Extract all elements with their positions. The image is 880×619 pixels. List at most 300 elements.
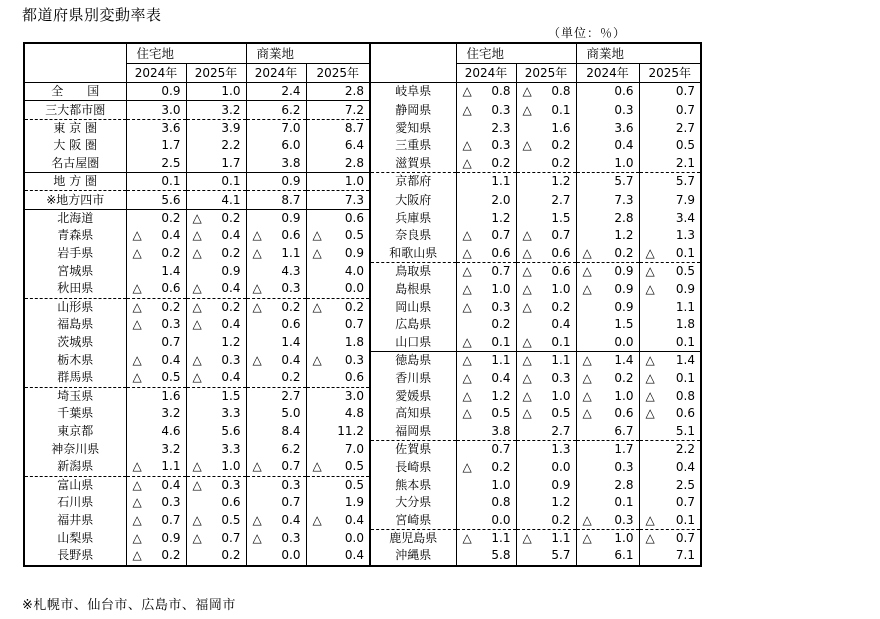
value-cell: △ 0.6 [456, 245, 516, 263]
value-cell: △ 0.6 [516, 262, 576, 280]
region-name: 静岡県 [370, 101, 456, 119]
value-cell: 2.3 [456, 119, 516, 137]
value-cell: 1.0 [456, 476, 516, 494]
unit-label: （単位：％） [548, 26, 627, 40]
value-cell: 0.1 [576, 494, 639, 511]
region-name: 群馬県 [24, 369, 126, 387]
value-cell: 0.2 [246, 369, 306, 387]
value-cell: 2.8 [576, 209, 639, 227]
value-cell: 0.0 [306, 280, 370, 298]
value-cell: 7.3 [576, 191, 639, 209]
value-cell: △ 1.0 [456, 280, 516, 298]
value-cell: 2.8 [576, 476, 639, 494]
table-row [24, 227, 701, 244]
table-row [24, 405, 701, 422]
value-cell: 0.7 [456, 440, 516, 458]
value-cell: 0.6 [576, 83, 639, 101]
value-cell: △ 0.9 [645, 281, 695, 296]
table-row [24, 458, 701, 476]
value-cell: 0.0 [306, 529, 370, 547]
region-name: 和歌山県 [370, 245, 456, 263]
value-cell: 3.6 [576, 119, 639, 137]
value-cell: △ 1.1 [246, 245, 306, 263]
header-year-2025: 2025年 [306, 64, 370, 83]
region-name: 富山県 [24, 476, 126, 494]
value-cell: △ 0.2 [516, 137, 576, 154]
region-name: 福井県 [24, 511, 126, 529]
value-cell: △ 0.3 [516, 369, 576, 387]
table-row [24, 172, 701, 190]
value-cell: 0.2 [516, 511, 576, 529]
value-cell: 0.1 [126, 172, 186, 190]
value-cell: 0.7 [306, 316, 370, 333]
value-cell: 2.8 [306, 155, 370, 173]
region-name: 栃木県 [24, 351, 126, 369]
region-name: 秋田県 [24, 280, 126, 298]
region-name: 広島県 [370, 316, 456, 333]
region-name: 愛知県 [370, 119, 456, 137]
value-cell: 2.8 [306, 83, 370, 101]
value-cell: △ 1.4 [576, 351, 639, 369]
value-cell: 3.6 [126, 119, 186, 137]
region-name: 三大都市圏 [24, 101, 126, 119]
value-cell: 3.2 [126, 405, 186, 422]
value-cell: 1.7 [126, 137, 186, 154]
region-name: 沖縄県 [370, 547, 456, 565]
table-row [24, 119, 701, 137]
value-cell: 0.4 [675, 459, 695, 474]
table-row [24, 298, 701, 316]
value-cell: 0.4 [306, 547, 370, 565]
change-rate-table [23, 42, 702, 567]
value-cell: △ 0.4 [246, 351, 306, 369]
region-name: 東京都 [24, 422, 126, 440]
region-name: 奈良県 [370, 227, 456, 244]
value-cell: △ 0.7 [186, 529, 246, 547]
value-cell: 1.3 [675, 228, 695, 243]
value-cell: 3.2 [186, 101, 246, 119]
region-name: 山梨県 [24, 529, 126, 547]
value-cell: 1.2 [516, 494, 576, 511]
value-cell: △ 0.4 [186, 280, 246, 298]
region-name: ※地方四市 [24, 191, 126, 209]
region-name: 千葉県 [24, 405, 126, 422]
value-cell: 2.1 [639, 155, 701, 173]
value-cell: 5.7 [576, 172, 639, 190]
value-cell: △ 0.3 [456, 137, 516, 154]
value-cell: 1.8 [675, 317, 695, 332]
region-name: 福岡県 [370, 422, 456, 440]
value-cell: 1.3 [516, 440, 576, 458]
header-commercial-right: 商業地 [576, 43, 701, 64]
value-cell: 3.4 [675, 210, 695, 225]
header-year-blank-right [370, 64, 456, 83]
table-row [24, 209, 701, 227]
region-name: 島根県 [370, 280, 456, 298]
value-cell: 7.0 [306, 440, 370, 458]
value-cell: △ 0.3 [126, 316, 186, 333]
value-cell: 6.7 [576, 422, 639, 440]
value-cell: 0.7 [126, 333, 186, 351]
value-cell: 6.2 [246, 101, 306, 119]
value-cell: 4.1 [186, 191, 246, 209]
value-cell: 8.7 [246, 191, 306, 209]
value-cell: 6.4 [306, 137, 370, 154]
region-name: 宮城県 [24, 262, 126, 280]
region-name: 岐阜県 [370, 83, 456, 101]
value-cell: 7.3 [306, 191, 370, 209]
value-cell: 1.0 [576, 155, 639, 173]
region-name: 全 国 [24, 83, 126, 101]
value-cell: 4.3 [246, 262, 306, 280]
value-cell: △ 0.3 [456, 298, 516, 316]
region-name: 東 京 圏 [24, 119, 126, 137]
header-row-years [24, 64, 701, 83]
value-cell: 5.7 [516, 547, 576, 565]
value-cell: △ 0.9 [126, 529, 186, 547]
region-name: 大分県 [370, 494, 456, 511]
region-name: 長野県 [24, 547, 126, 565]
value-cell: 0.9 [186, 262, 246, 280]
value-cell: 3.2 [126, 440, 186, 458]
value-cell: 11.2 [306, 422, 370, 440]
value-cell: △ 0.6 [645, 406, 695, 421]
region-name: 鹿児島県 [370, 529, 456, 547]
value-cell: 1.5 [576, 316, 639, 333]
header-year-blank-left [24, 64, 126, 83]
table-row [24, 387, 701, 405]
value-cell: △ 0.5 [306, 458, 370, 476]
value-cell: △ 0.2 [186, 298, 246, 316]
region-name: 香川県 [370, 369, 456, 387]
table-row [24, 101, 701, 119]
value-cell: △ 0.1 [516, 101, 576, 119]
header-year-2024: 2024年 [246, 64, 306, 83]
value-cell: 1.9 [306, 494, 370, 511]
value-cell: 1.2 [186, 333, 246, 351]
region-name: 大 阪 圏 [24, 137, 126, 154]
value-cell: 5.6 [126, 191, 186, 209]
value-cell: 5.7 [675, 174, 695, 189]
table-row [24, 511, 701, 529]
header-residential-left: 住宅地 [126, 43, 246, 64]
value-cell: △ 0.7 [516, 227, 576, 244]
value-cell: △ 0.2 [126, 245, 186, 263]
table-row [24, 245, 701, 263]
value-cell: 1.1 [675, 299, 695, 314]
value-cell: 1.1 [456, 172, 516, 190]
value-cell: 8.7 [306, 119, 370, 137]
value-cell: △ 0.2 [456, 458, 516, 476]
value-cell: 0.6 [306, 369, 370, 387]
value-cell: 3.8 [246, 155, 306, 173]
table-row [24, 191, 701, 209]
value-cell: 3.9 [186, 119, 246, 137]
value-cell: △ 1.1 [516, 529, 576, 547]
value-cell: △ 0.1 [639, 511, 701, 529]
value-cell: 2.2 [186, 137, 246, 154]
value-cell: 1.2 [576, 227, 639, 244]
value-cell: △ 0.5 [516, 405, 576, 422]
value-cell: 0.0 [576, 333, 639, 351]
value-cell: 0.2 [456, 316, 516, 333]
header-commercial-left: 商業地 [246, 43, 370, 64]
value-cell: 6.2 [246, 440, 306, 458]
value-cell: △ 0.5 [456, 405, 516, 422]
value-cell: 7.2 [306, 101, 370, 119]
region-name: 山形県 [24, 298, 126, 316]
value-cell: 1.6 [516, 119, 576, 137]
value-cell: 0.0 [516, 458, 576, 476]
value-cell: △ 1.1 [456, 351, 516, 369]
region-name: 岩手県 [24, 245, 126, 263]
value-cell: △ 0.8 [456, 83, 516, 101]
value-cell: 2.7 [246, 387, 306, 405]
value-cell: △ 0.6 [516, 245, 576, 263]
value-cell: 0.3 [576, 458, 639, 476]
region-name: 徳島県 [370, 351, 456, 369]
value-cell: △ 0.2 [576, 369, 639, 387]
value-cell: 4.6 [126, 422, 186, 440]
region-name: 高知県 [370, 405, 456, 422]
header-blank-left [24, 43, 126, 64]
table-row [24, 316, 701, 333]
value-cell: 1.7 [576, 440, 639, 458]
value-cell: 2.7 [516, 191, 576, 209]
value-cell: △ 0.9 [576, 262, 639, 280]
value-cell: △ 0.5 [186, 511, 246, 529]
value-cell: △ 0.3 [186, 351, 246, 369]
value-cell: △ 0.3 [456, 101, 516, 119]
value-cell: △ 0.2 [126, 547, 186, 565]
page-title: 都道府県別変動率表 [22, 6, 162, 24]
value-cell: △ 0.2 [246, 298, 306, 316]
value-cell: △ 0.3 [186, 476, 246, 494]
value-cell: △ 0.4 [306, 511, 370, 529]
value-cell: △ 1.0 [576, 529, 639, 547]
value-cell: 8.4 [246, 422, 306, 440]
table-row [24, 529, 701, 547]
value-cell: 0.6 [246, 316, 306, 333]
value-cell: 1.5 [186, 387, 246, 405]
table-row [24, 333, 701, 351]
value-cell: 5.1 [639, 422, 701, 440]
table-row [24, 155, 701, 173]
value-cell: 1.5 [516, 209, 576, 227]
value-cell: △ 0.2 [576, 245, 639, 263]
value-cell: 0.3 [576, 101, 639, 119]
value-cell: △ 1.1 [126, 458, 186, 476]
header-blank-right [370, 43, 456, 64]
region-name: 福島県 [24, 316, 126, 333]
header-year-2024: 2024年 [126, 64, 186, 83]
value-cell: △ 0.4 [186, 316, 246, 333]
region-name: 岡山県 [370, 298, 456, 316]
value-cell: 1.4 [246, 333, 306, 351]
value-cell: 1.6 [126, 387, 186, 405]
footnote: ※札幌市、仙台市、広島市、福岡市 [22, 598, 236, 613]
value-cell: 0.0 [456, 511, 516, 529]
value-cell: 2.4 [246, 83, 306, 101]
value-cell: 0.7 [675, 84, 695, 99]
value-cell: 0.8 [456, 494, 516, 511]
value-cell: 1.0 [186, 83, 246, 101]
value-cell: 0.9 [576, 298, 639, 316]
value-cell: 1.7 [186, 155, 246, 173]
value-cell: △ 0.5 [645, 264, 695, 279]
value-cell: 0.9 [246, 209, 306, 227]
value-cell: 7.1 [675, 548, 695, 563]
region-name: 愛媛県 [370, 387, 456, 405]
value-cell: 0.9 [246, 172, 306, 190]
value-cell: 0.7 [675, 495, 695, 510]
table-row [24, 494, 701, 511]
value-cell: △ 1.4 [645, 353, 695, 368]
value-cell: 0.2 [186, 547, 246, 565]
region-name: 鳥取県 [370, 262, 456, 280]
table-row [24, 262, 701, 280]
value-cell: △ 1.2 [456, 387, 516, 405]
value-cell: 4.0 [306, 262, 370, 280]
region-name: 山口県 [370, 333, 456, 351]
value-cell: 0.6 [306, 209, 370, 227]
value-cell: △ 0.2 [126, 298, 186, 316]
table-row [24, 440, 701, 458]
value-cell: △ 0.4 [456, 369, 516, 387]
value-cell: △ 0.3 [246, 280, 306, 298]
value-cell: 2.0 [456, 191, 516, 209]
region-name: 滋賀県 [370, 155, 456, 173]
value-cell: △ 0.3 [576, 511, 639, 529]
value-cell: △ 0.2 [456, 155, 516, 173]
value-cell: △ 0.1 [456, 333, 516, 351]
header-residential-right: 住宅地 [456, 43, 576, 64]
region-name: 京都府 [370, 172, 456, 190]
value-cell: △ 1.0 [576, 387, 639, 405]
region-name: 兵庫県 [370, 209, 456, 227]
value-cell: △ 0.7 [126, 511, 186, 529]
value-cell: 0.2 [126, 209, 186, 227]
region-name: 地 方 圏 [24, 172, 126, 190]
value-cell: 0.2 [516, 155, 576, 173]
value-cell: △ 0.8 [645, 388, 695, 403]
value-cell: 0.1 [639, 333, 701, 351]
value-cell: 3.0 [126, 101, 186, 119]
value-cell: 5.8 [456, 547, 516, 565]
value-cell: △ 0.7 [645, 530, 695, 545]
value-cell: △ 0.6 [246, 227, 306, 244]
value-cell: △ 0.4 [186, 227, 246, 244]
region-name: 茨城県 [24, 333, 126, 351]
value-cell: △ 0.4 [126, 227, 186, 244]
value-cell: △ 0.7 [456, 262, 516, 280]
region-name: 三重県 [370, 137, 456, 154]
table-row [24, 137, 701, 154]
value-cell: △ 0.1 [645, 370, 695, 385]
region-name: 長崎県 [370, 458, 456, 476]
region-name: 神奈川県 [24, 440, 126, 458]
value-cell: △ 0.2 [516, 298, 576, 316]
value-cell: △ 0.3 [126, 494, 186, 511]
value-cell: △ 0.5 [126, 369, 186, 387]
value-cell: △ 0.4 [186, 369, 246, 387]
value-cell: △ 0.2 [186, 245, 246, 263]
value-cell: 1.4 [126, 262, 186, 280]
value-cell: 3.0 [306, 387, 370, 405]
value-cell: △ 0.4 [126, 351, 186, 369]
value-cell: 2.7 [675, 120, 695, 135]
value-cell: △ 0.2 [306, 298, 370, 316]
value-cell: 0.5 [675, 138, 695, 153]
table-row [24, 476, 701, 494]
value-cell: △ 0.6 [576, 405, 639, 422]
header-year-2025: 2025年 [516, 64, 576, 83]
value-cell: 2.5 [675, 477, 695, 492]
value-cell: 1.0 [306, 172, 370, 190]
value-cell: △ 0.3 [306, 351, 370, 369]
value-cell: 5.6 [186, 422, 246, 440]
value-cell: △ 0.4 [246, 511, 306, 529]
value-cell: 1.2 [456, 209, 516, 227]
value-cell: △ 0.1 [639, 245, 701, 263]
table-row [24, 369, 701, 387]
value-cell: △ 1.1 [456, 529, 516, 547]
value-cell: 4.8 [306, 405, 370, 422]
value-cell: 0.3 [246, 476, 306, 494]
header-year-2025: 2025年 [639, 64, 701, 83]
value-cell: △ 0.9 [576, 280, 639, 298]
value-cell: 6.1 [576, 547, 639, 565]
value-cell: △ 1.0 [516, 280, 576, 298]
value-cell: 1.2 [516, 172, 576, 190]
value-cell: △ 0.4 [126, 476, 186, 494]
value-cell: 0.7 [246, 494, 306, 511]
value-cell: 3.3 [186, 405, 246, 422]
value-cell: 0.9 [516, 476, 576, 494]
region-name: 石川県 [24, 494, 126, 511]
value-cell: 0.1 [186, 172, 246, 190]
region-name: 青森県 [24, 227, 126, 244]
region-name: 熊本県 [370, 476, 456, 494]
value-cell: 2.2 [675, 442, 695, 456]
value-cell: 2.5 [126, 155, 186, 173]
value-cell: 0.9 [126, 83, 186, 101]
table-row [24, 547, 701, 565]
value-cell: △ 0.3 [246, 529, 306, 547]
value-cell: 7.9 [675, 192, 695, 207]
value-cell: △ 1.0 [516, 387, 576, 405]
region-name: 名古屋圏 [24, 155, 126, 173]
value-cell: △ 0.1 [516, 333, 576, 351]
value-cell: 3.3 [186, 440, 246, 458]
value-cell: △ 1.1 [516, 351, 576, 369]
header-year-2024: 2024年 [456, 64, 516, 83]
value-cell: 0.4 [516, 316, 576, 333]
value-cell: 1.8 [306, 333, 370, 351]
value-cell: 5.0 [246, 405, 306, 422]
value-cell: 6.0 [246, 137, 306, 154]
value-cell: △ 0.8 [516, 83, 576, 101]
table-row [24, 422, 701, 440]
value-cell: △ 0.9 [306, 245, 370, 263]
value-cell: 0.0 [246, 547, 306, 565]
value-cell: 0.7 [675, 102, 695, 117]
value-cell: 3.8 [456, 422, 516, 440]
table-row [24, 280, 701, 298]
region-name: 大阪府 [370, 191, 456, 209]
table-row [24, 351, 701, 369]
value-cell: 7.0 [246, 119, 306, 137]
